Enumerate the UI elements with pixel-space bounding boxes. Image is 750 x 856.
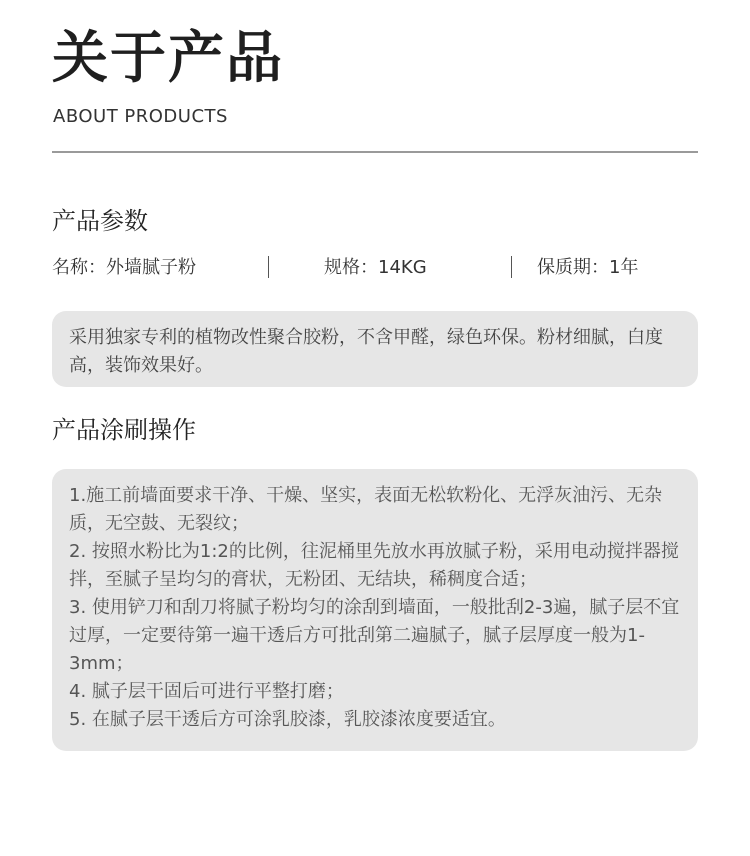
application-steps-box (52, 469, 698, 751)
spec-separator (511, 256, 512, 278)
description-text: 采用独家专利的植物改性聚合胶粉，不含甲醛，绿色环保。粉材细腻，白度高，装饰效果好。 (69, 327, 663, 376)
spec-separator (268, 256, 269, 278)
step-5: 5. 在腻子层干透后方可涂乳胶漆，乳胶漆浓度要适宜。 (69, 709, 506, 730)
page-subtitle: ABOUT PRODUCTS (53, 106, 228, 127)
step-3: 3. 使用铲刀和刮刀将腻子粉均匀的涂刮到墙面，一般批刮2-3遍，腻子层不宜过厚，一定要待第一遍干透后方可批刮第二遍腻子，腻子层厚度一般为1-3mm； (69, 597, 680, 674)
application-heading: 产品涂刷操作 (52, 416, 196, 444)
step-2: 2. 按照水粉比为1:2的比例，往泥桶里先放水再放腻子粉，采用电动搅拌器搅拌，至腻子呈均匀的膏状，无粉团、无结块，稀稠度合适； (69, 541, 679, 590)
step-4: 4. 腻子层干固后可进行平整打磨； (69, 681, 344, 702)
spec-row (52, 255, 698, 281)
spec-size: 规格：14KG (324, 257, 427, 278)
header-divider (52, 151, 698, 153)
description-box (52, 311, 698, 387)
spec-name: 名称：外墙腻子粉 (52, 257, 196, 278)
page-title: 关于产品 (52, 26, 284, 91)
params-heading: 产品参数 (52, 207, 148, 235)
step-1: 1.施工前墙面要求干净、干燥、坚实，表面无松软粉化、无浮灰油污、无杂质，无空鼓、无裂纹； (69, 485, 663, 534)
spec-shelf-life: 保质期：1年 (537, 257, 639, 278)
